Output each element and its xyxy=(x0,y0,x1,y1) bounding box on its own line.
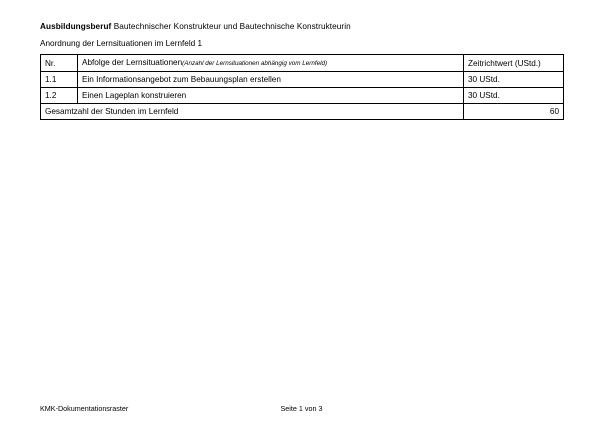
column-header-abfolge-label: Abfolge der Lernsituationen xyxy=(82,58,183,67)
cell-nr: 1.1 xyxy=(41,72,78,88)
cell-zeitrichtwert: 30 UStd. xyxy=(464,72,564,88)
column-header-nr: Nr. xyxy=(41,55,78,72)
cell-nr: 1.2 xyxy=(41,88,78,104)
footer-page-number: Seite 1 von 3 xyxy=(280,404,323,413)
document-title-value: Bautechnischer Konstrukteur und Bautechnische Konstrukteurin xyxy=(111,22,351,31)
document-content xyxy=(40,21,563,120)
document-title-label: Ausbildungsberuf xyxy=(40,22,112,31)
table-header-row xyxy=(41,55,564,72)
cell-description: Einen Lageplan konstruieren xyxy=(78,88,464,104)
column-header-zeitrichtwert: Zeitrichtwert (UStd.) xyxy=(464,55,564,72)
cell-zeitrichtwert: 30 UStd. xyxy=(464,88,564,104)
cell-description: Ein Informationsangebot zum Bebauungsplan erstellen xyxy=(78,72,464,88)
document-title xyxy=(40,21,563,33)
lernsituationen-table xyxy=(40,54,564,120)
table-row xyxy=(41,88,564,104)
column-header-abfolge xyxy=(78,55,464,72)
total-label: Gesamtzahl der Stunden im Lernfeld xyxy=(41,104,464,120)
table-total-row xyxy=(41,104,564,120)
footer-source-label: KMK-Dokumentationsraster xyxy=(40,404,129,413)
column-header-abfolge-note: (Anzahl der Lernsituationen abhängig vom Lernfeld) xyxy=(182,60,328,67)
document-subtitle: Anordnung der Lernsituationen im Lernfeld 1 xyxy=(40,39,203,48)
table-row xyxy=(41,72,564,88)
page-footer xyxy=(40,403,563,415)
total-value: 60 xyxy=(464,104,564,120)
